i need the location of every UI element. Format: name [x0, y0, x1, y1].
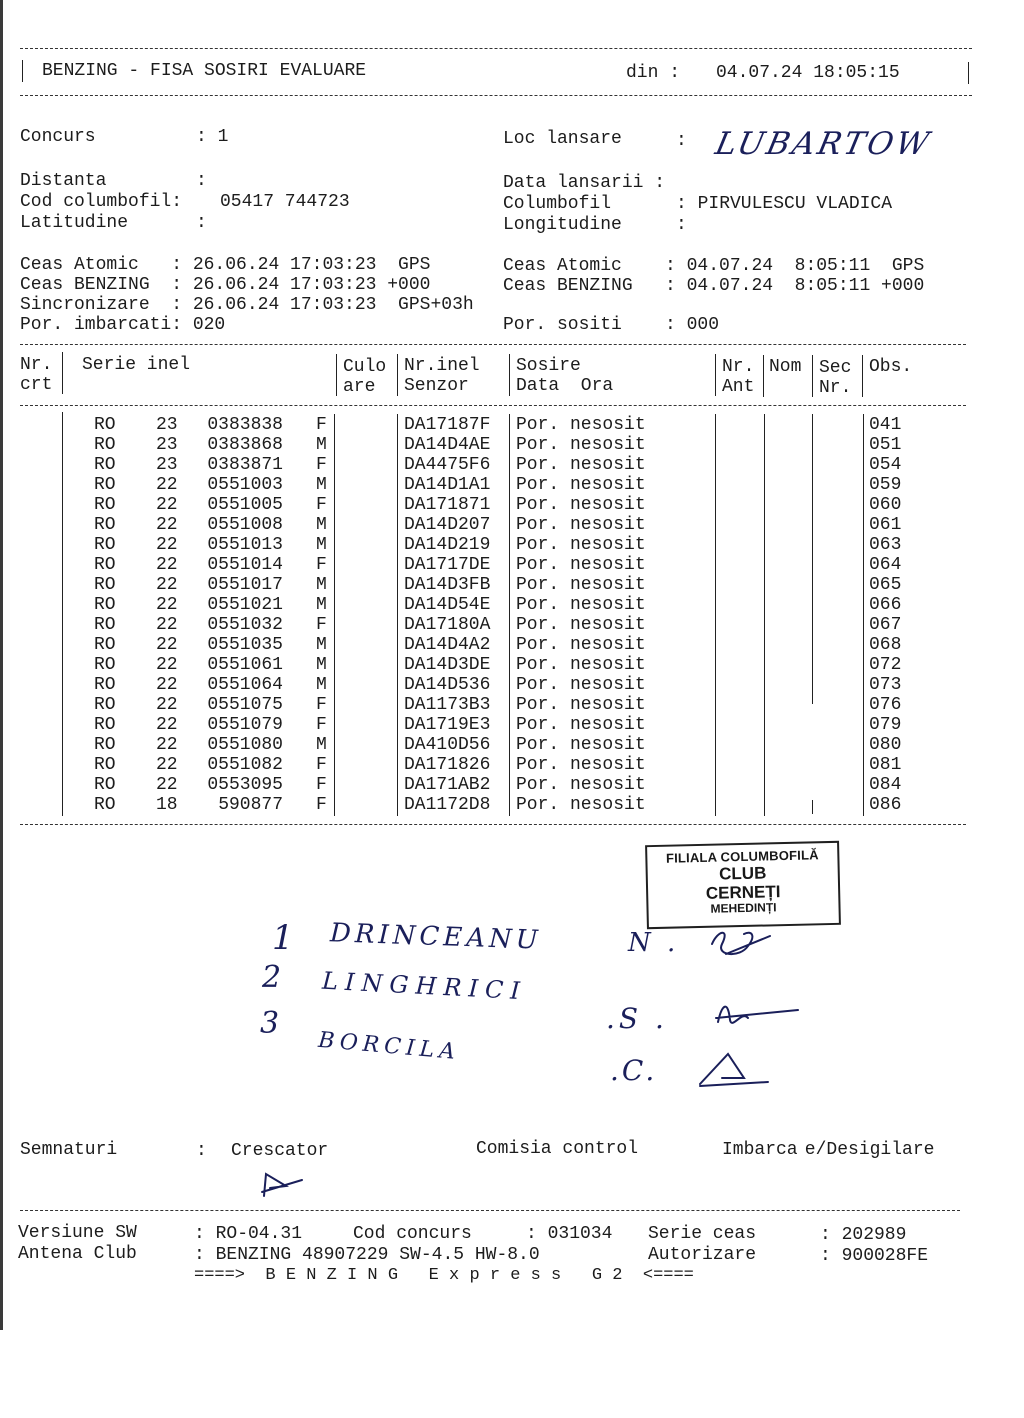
ring-year: 22 — [156, 655, 178, 675]
country-code: RO — [94, 615, 116, 635]
cod-concurs-label: Cod concurs — [353, 1224, 472, 1244]
handwritten-initial-1: N . — [628, 928, 680, 958]
stamp-line-1: FILIALA COLUMBOFILĂ — [665, 847, 819, 866]
col-sec-header: Sec — [819, 358, 852, 378]
ring-number: 0551082 — [207, 755, 283, 775]
col-serie-header: Serie inel — [82, 355, 191, 375]
arrival-status: Por. nesosit — [516, 575, 646, 595]
ring-number: 0551021 — [207, 595, 283, 615]
columbofil-value: : PIRVULESCU VLADICA — [676, 194, 893, 214]
country-code: RO — [94, 535, 116, 555]
obs-value: 068 — [869, 635, 902, 655]
arrival-status: Por. nesosit — [516, 495, 646, 515]
ring-number: 0551035 — [207, 635, 283, 655]
sensor-id: DA171871 — [404, 495, 491, 515]
obs-value: 060 — [869, 495, 902, 515]
obs-value: 080 — [869, 735, 902, 755]
ring-year: 22 — [156, 575, 178, 595]
arrival-status: Por. nesosit — [516, 775, 646, 795]
sensor-id: DA14D4A2 — [404, 635, 491, 655]
obs-value: 041 — [869, 415, 902, 435]
arrival-status: Por. nesosit — [516, 615, 646, 635]
obs-value: 076 — [869, 695, 902, 715]
obs-value: 059 — [869, 475, 902, 495]
signature-crescator — [262, 1174, 302, 1196]
handwritten-name-3: BORCILA — [317, 1027, 462, 1066]
ring-year: 22 — [156, 615, 178, 635]
arrival-status: Por. nesosit — [516, 715, 646, 735]
obs-value: 063 — [869, 535, 902, 555]
ring-number: 0551008 — [207, 515, 283, 535]
signature-n — [712, 933, 770, 954]
sensor-id: DA1173B3 — [404, 695, 491, 715]
sex: M — [316, 595, 327, 615]
col-obs-header: Obs. — [869, 357, 913, 377]
sex: F — [316, 695, 327, 715]
ring-year: 22 — [156, 535, 178, 555]
sensor-id: DA1172D8 — [404, 795, 491, 815]
col-nrinel-header: Nr.inel — [404, 356, 480, 376]
ring-year: 22 — [156, 715, 178, 735]
sensor-id: DA171AB2 — [404, 775, 491, 795]
sex: F — [316, 415, 327, 435]
country-code: RO — [94, 635, 116, 655]
sex: M — [316, 535, 327, 555]
country-code: RO — [94, 715, 116, 735]
ring-year: 23 — [156, 455, 178, 475]
country-code: RO — [94, 795, 116, 815]
arrival-status: Por. nesosit — [516, 735, 646, 755]
sensor-id: DA14D219 — [404, 535, 491, 555]
report-date-value: 04.07.24 18:05:15 — [716, 63, 900, 83]
obs-value: 051 — [869, 435, 902, 455]
signature-s — [716, 1007, 798, 1023]
country-code: RO — [94, 415, 116, 435]
ring-number: 0383868 — [207, 435, 283, 455]
distanta-value: : — [196, 171, 207, 191]
ring-year: 23 — [156, 415, 178, 435]
ring-number: 0551080 — [207, 735, 283, 755]
country-code: RO — [94, 735, 116, 755]
sex: M — [316, 635, 327, 655]
handwritten-name-1: DRINCEANU — [329, 918, 543, 956]
cod-concurs-value: : 031034 — [526, 1224, 613, 1244]
col-nom-header: Nom — [769, 357, 802, 377]
col-nrant-header: Nr. — [722, 357, 755, 377]
autorizare-value: : 900028FE — [820, 1246, 929, 1266]
ring-number: 0553095 — [207, 775, 283, 795]
ring-year: 22 — [156, 475, 178, 495]
loc-lansare-handwritten: LUBARTOW — [712, 126, 935, 162]
arrival-status: Por. nesosit — [516, 695, 646, 715]
obs-value: 086 — [869, 795, 902, 815]
obs-value: 054 — [869, 455, 902, 475]
handwritten-name-2: LINGHRICI — [321, 966, 528, 1006]
versiune-label: Versiune SW — [18, 1223, 137, 1243]
sex: F — [316, 755, 327, 775]
handwritten-index-1: 1 — [272, 918, 294, 958]
handwritten-initial-2: .S . — [606, 1002, 668, 1035]
arrival-status: Por. nesosit — [516, 515, 646, 535]
serie-ceas-value: : 202989 — [820, 1225, 907, 1245]
arrival-status: Por. nesosit — [516, 435, 646, 455]
loc-lansare-colon: : — [676, 131, 687, 151]
obs-value: 061 — [869, 515, 902, 535]
obs-value: 067 — [869, 615, 902, 635]
versiune-value: : RO-04.31 — [194, 1224, 303, 1244]
sex: F — [316, 555, 327, 575]
cod-columbofil-label: Cod columbofil: — [20, 192, 183, 212]
ring-number: 0551064 — [207, 675, 283, 695]
country-code: RO — [94, 455, 116, 475]
ring-year: 22 — [156, 635, 178, 655]
ring-number: 0383871 — [207, 455, 283, 475]
sex: M — [316, 735, 327, 755]
arrival-status: Por. nesosit — [516, 755, 646, 775]
arrival-status: Por. nesosit — [516, 655, 646, 675]
latitudine-label: Latitudine — [20, 213, 129, 233]
obs-value: 079 — [869, 715, 902, 735]
sensor-id: DA14D3FB — [404, 575, 491, 595]
sensor-id: DA1717DE — [404, 555, 491, 575]
country-code: RO — [94, 675, 116, 695]
clock-line-1-left: Ceas Atomic : 26.06.24 17:03:23 GPS — [20, 255, 431, 275]
stamp-line-3: CERNEȚI — [705, 882, 781, 903]
obs-value: 072 — [869, 655, 902, 675]
signature-c — [700, 1054, 768, 1086]
handwritten-initial-3: .C. — [610, 1054, 658, 1087]
sensor-id: DA1719E3 — [404, 715, 491, 735]
serie-ceas-label: Serie ceas — [648, 1224, 757, 1244]
sositi-line: Por. sositi : 000 — [503, 315, 720, 335]
col-nrinel-header-2: Senzor — [404, 376, 469, 396]
ring-number: 0551075 — [207, 695, 283, 715]
clock-line-3-left: Sincronizare : 26.06.24 17:03:23 GPS+03h — [20, 295, 474, 315]
sensor-id: DA4475F6 — [404, 455, 491, 475]
clock-line-1-right: Ceas Atomic : 04.07.24 8:05:11 GPS — [503, 256, 925, 276]
sensor-id: DA14D1A1 — [404, 475, 491, 495]
country-code: RO — [94, 775, 116, 795]
col-culoare-header: Culo — [343, 357, 387, 377]
arrival-status: Por. nesosit — [516, 455, 646, 475]
country-code: RO — [94, 575, 116, 595]
sensor-id: DA14D4AE — [404, 435, 491, 455]
ring-number: 0383838 — [207, 415, 283, 435]
sensor-id: DA410D56 — [404, 735, 491, 755]
ring-year: 22 — [156, 675, 178, 695]
ring-number: 0551005 — [207, 495, 283, 515]
ring-year: 22 — [156, 735, 178, 755]
sex: M — [316, 475, 327, 495]
col-sosire-header: Sosire — [516, 356, 581, 376]
arrival-status: Por. nesosit — [516, 675, 646, 695]
handwritten-index-3: 3 — [260, 1006, 280, 1041]
country-code: RO — [94, 555, 116, 575]
sensor-id: DA14D3DE — [404, 655, 491, 675]
data-lansarii-label: Data lansarii : — [503, 173, 666, 193]
report-title: BENZING - FISA SOSIRI EVALUARE — [42, 61, 367, 81]
sensor-id: DA14D207 — [404, 515, 491, 535]
country-code: RO — [94, 595, 116, 615]
arrival-status: Por. nesosit — [516, 795, 646, 815]
signatures-label: Semnaturi — [20, 1140, 118, 1160]
stamp-line-4: MEHEDINȚI — [710, 900, 777, 916]
ring-year: 22 — [156, 555, 178, 575]
longitudine-label: Longitudine — [503, 215, 622, 235]
sensor-id: DA14D54E — [404, 595, 491, 615]
brand-line: ====> B E N Z I N G E x p r e s s G 2 <==== — [194, 1266, 694, 1285]
arrival-status: Por. nesosit — [516, 635, 646, 655]
sex: M — [316, 515, 327, 535]
sex: F — [316, 455, 327, 475]
antena-value: : BENZING 48907229 SW-4.5 HW-8.0 — [194, 1245, 540, 1265]
sensor-id: DA17187F — [404, 415, 491, 435]
obs-value: 065 — [869, 575, 902, 595]
sex: F — [316, 775, 327, 795]
arrival-status: Por. nesosit — [516, 535, 646, 555]
ring-year: 22 — [156, 755, 178, 775]
sex: M — [316, 675, 327, 695]
col-nrant-header-2: Ant — [722, 377, 755, 397]
arrival-status: Por. nesosit — [516, 475, 646, 495]
sex: F — [316, 495, 327, 515]
arrival-status: Por. nesosit — [516, 415, 646, 435]
obs-value: 081 — [869, 755, 902, 775]
distanta-label: Distanta — [20, 171, 107, 191]
ring-number: 0551013 — [207, 535, 283, 555]
signatures-colon: : — [196, 1141, 207, 1161]
stamp-line-2: CLUB — [718, 863, 767, 884]
clock-line-2-left: Ceas BENZING : 26.06.24 17:03:23 +000 — [20, 275, 431, 295]
obs-value: 073 — [869, 675, 902, 695]
country-code: RO — [94, 515, 116, 535]
sensor-id: DA171826 — [404, 755, 491, 775]
sex: F — [316, 795, 327, 815]
sensor-id: DA17180A — [404, 615, 491, 635]
ring-number: 0551003 — [207, 475, 283, 495]
autorizare-label: Autorizare — [648, 1245, 757, 1265]
concurs-label: Concurs — [20, 127, 96, 147]
cod-columbofil-value: 05417 744723 — [220, 192, 350, 212]
col-sec-header-2: Nr. — [819, 378, 852, 398]
loc-lansare-label: Loc lansare — [503, 129, 622, 149]
ring-number: 590877 — [218, 795, 283, 815]
obs-value: 064 — [869, 555, 902, 575]
ring-number: 0551061 — [207, 655, 283, 675]
sex: F — [316, 715, 327, 735]
antena-label: Antena Club — [18, 1244, 137, 1264]
imbarcati-line: Por. imbarcati: 020 — [20, 315, 226, 335]
report-date-label: din : — [626, 63, 681, 83]
ring-number: 0551079 — [207, 715, 283, 735]
concurs-value: : 1 — [196, 127, 229, 147]
country-code: RO — [94, 475, 116, 495]
sex: M — [316, 655, 327, 675]
sex: F — [316, 615, 327, 635]
country-code: RO — [94, 755, 116, 775]
ring-year: 22 — [156, 515, 178, 535]
obs-value: 084 — [869, 775, 902, 795]
country-code: RO — [94, 435, 116, 455]
ring-number: 0551032 — [207, 615, 283, 635]
country-code: RO — [94, 695, 116, 715]
col-nr-header: Nr. — [20, 355, 53, 375]
handwritten-index-2: 2 — [262, 960, 282, 995]
latitudine-value: : — [196, 213, 207, 233]
obs-value: 066 — [869, 595, 902, 615]
ring-year: 18 — [156, 795, 178, 815]
ring-number: 0551014 — [207, 555, 283, 575]
longitudine-value: : — [676, 215, 687, 235]
ring-year: 22 — [156, 495, 178, 515]
divider — [20, 1210, 960, 1211]
ring-number: 0551017 — [207, 575, 283, 595]
col-sosire-header-2: Data Ora — [516, 376, 614, 396]
ring-year: 23 — [156, 435, 178, 455]
signature-imbarcare-label: Imbarca e/Desigilare — [722, 1140, 935, 1160]
ring-year: 22 — [156, 695, 178, 715]
ring-year: 22 — [156, 595, 178, 615]
signature-crescator-label: Crescator — [231, 1141, 329, 1161]
arrival-status: Por. nesosit — [516, 555, 646, 575]
clock-line-2-right: Ceas BENZING : 04.07.24 8:05:11 +000 — [503, 276, 925, 296]
columbofil-label: Columbofil — [503, 194, 612, 214]
sensor-id: DA14D536 — [404, 675, 491, 695]
col-nr-header-2: crt — [20, 375, 53, 395]
sex: M — [316, 575, 327, 595]
sex: M — [316, 435, 327, 455]
ring-year: 22 — [156, 775, 178, 795]
signature-comisia-label: Comisia control — [476, 1139, 639, 1159]
col-culoare-header-2: are — [343, 377, 376, 397]
country-code: RO — [94, 655, 116, 675]
country-code: RO — [94, 495, 116, 515]
arrival-status: Por. nesosit — [516, 595, 646, 615]
